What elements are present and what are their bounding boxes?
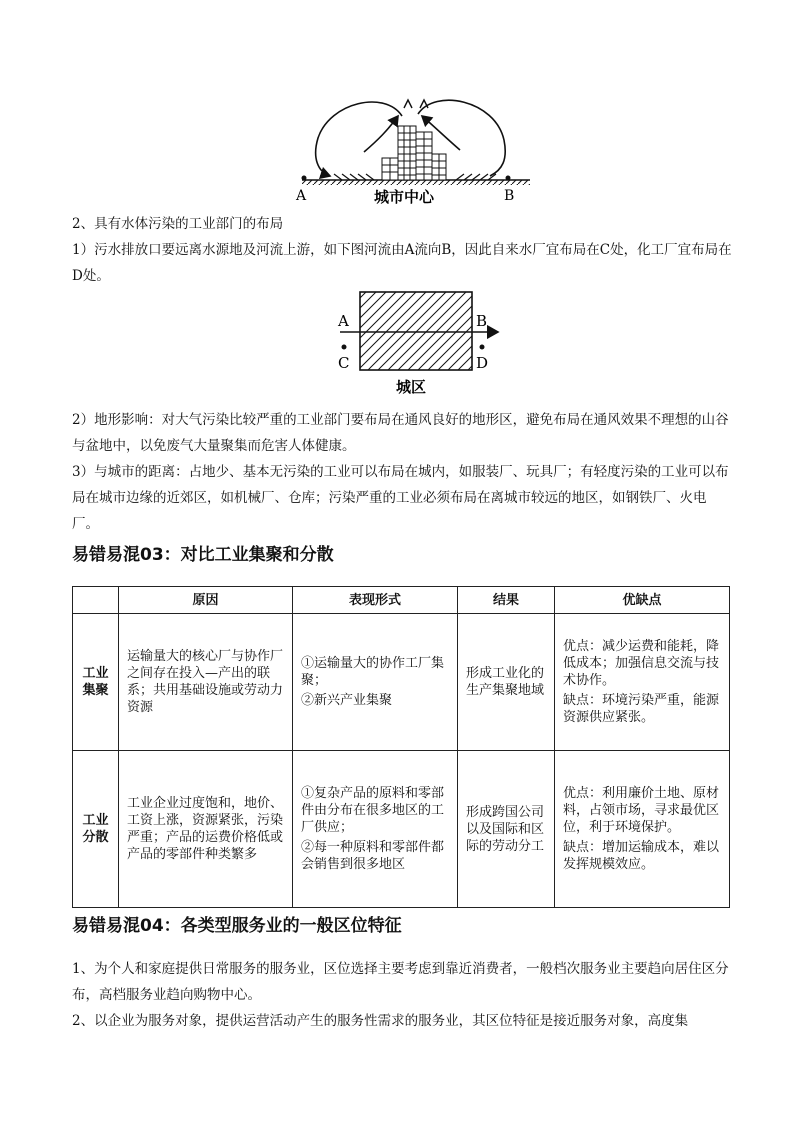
section4-item2: 2、以企业为服务对象，提供运营活动产生的服务性需求的服务业，其区位特征是接近服务对象，高度集 [72,1013,689,1029]
table-header: 原因 [119,587,293,614]
point-b-label: B [504,188,515,204]
river-city-diagram [330,288,500,402]
label-a: A [338,312,349,330]
result-cell: 形成跨国公司以及国际和区际的劳动分工 [458,751,555,908]
label-b: B [476,312,488,330]
section2-item3: 3）与城市的距离：占地少、基本无污染的工业可以布局在城内，如服装厂、玩具厂；有轻度污染的工业可以布局在城市边缘的近郊区，如机械厂、仓库；污染严重的工业必须布局在离城市较远的地区，如钢铁厂、火电厂。 [72,464,729,532]
forms-cell: ①复杂产品的原料和零部件由分布在很多地区的工厂供应； ②每一种原料和零部件都会销售到很多地区 [293,751,458,908]
point-a-label: A [296,188,307,204]
cause-cell: 运输量大的核心厂与协作厂之间存在投入—产出的联系；共用基础设施或劳动力资源 [119,614,293,751]
pros-cons-cell: 优点：减少运费和能耗，降低成本；加强信息交流与技术协作。 缺点：环境污染严重，能源资源供应紧张。 [555,614,730,751]
table-header [73,587,119,614]
cause-cell: 工业企业过度饱和，地价、工资上涨，资源紧张，污染严重；产品的运费价格低或产品的零部件种类繁多 [119,751,293,908]
row-head-dispersion: 工业 分散 [73,751,119,908]
heading-04: 易错易混04：各类型服务业的一般区位特征 [72,916,402,936]
heat-island-diagram [290,88,540,210]
table-header: 表现形式 [293,587,458,614]
heading-03: 易错易混03：对比工业集聚和分散 [72,545,334,565]
label-d: D [476,354,489,372]
label-c: C [338,354,350,372]
section2-title: 2、具有水体污染的工业部门的布局 [72,216,284,232]
table-row [73,751,730,908]
city-district-label: 城区 [396,378,427,396]
forms-cell: ①运输量大的协作工厂集聚； ②新兴产业集聚 [293,614,458,751]
table-header: 结果 [458,587,555,614]
table-header: 优缺点 [555,587,730,614]
city-buildings [382,126,446,180]
row-head-agglomeration: 工业 集聚 [73,614,119,751]
result-cell: 形成工业化的生产集聚地域 [458,614,555,751]
table-row [73,614,730,751]
pros-cons-cell: 优点：利用廉价土地、原材料，占领市场，寻求最优区位，利于环境保护。 缺点：增加运输成本，难以发挥规模效应。 [555,751,730,908]
city-center-label: 城市中心 [374,188,435,206]
table-header-row [73,587,730,614]
city-district-block [360,292,472,370]
section2-item1: 1）污水排放口要远离水源地及河流上游，如下图河流由A流向B，因此自来水厂宜布局在C处，化工厂宜布局在D处。 [72,242,732,284]
section2-item2: 2）地形影响：对大气污染比较严重的工业部门要布局在通风良好的地形区，避免布局在通风效果不理想的山谷与盆地中，以免废气大量聚集而危害人体健康。 [72,412,729,454]
section4-item1: 1、为个人和家庭提供日常服务的服务业，区位选择主要考虑到靠近消费者，一般档次服务业主要趋向居住区分布，高档服务业趋向购物中心。 [72,961,729,1003]
comparison-table [72,586,730,908]
